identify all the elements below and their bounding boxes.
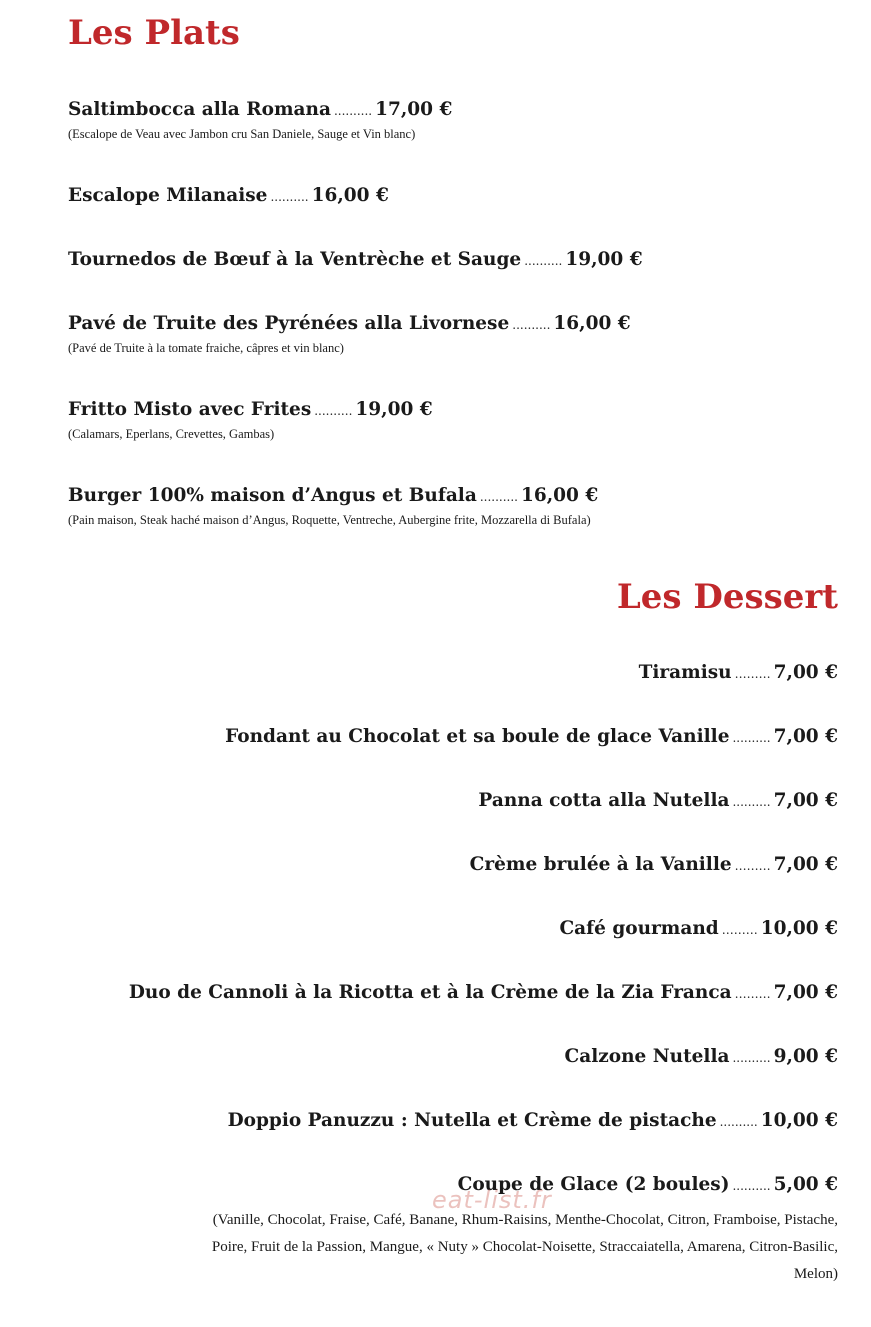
plat-price: 16,00 € bbox=[520, 485, 599, 506]
plat-name: Tournedos de Bœuf à la Ventrèche et Sauge bbox=[68, 249, 522, 270]
dessert-price: 7,00 € bbox=[773, 854, 838, 875]
coupe-flavors-description bbox=[98, 1207, 838, 1288]
plat-name: Escalope Milanaise bbox=[68, 185, 268, 206]
dot-leader: .......... bbox=[732, 1051, 771, 1065]
plat-name: Burger 100% maison d’Angus et Bufala bbox=[68, 485, 477, 506]
dot-leader: ……… bbox=[734, 987, 771, 1001]
dessert-item bbox=[639, 662, 838, 684]
dot-leader: .......... bbox=[333, 104, 373, 118]
dessert-price: 7,00 € bbox=[773, 662, 838, 683]
dot-leader: .......... bbox=[479, 490, 518, 504]
dessert-item bbox=[470, 854, 838, 876]
plat-item bbox=[68, 185, 389, 207]
dessert-price: 10,00 € bbox=[760, 918, 838, 939]
dot-leader: ……… bbox=[734, 667, 771, 681]
dot-leader: .......... bbox=[512, 318, 551, 332]
dessert-name: Calzone Nutella bbox=[564, 1046, 730, 1067]
dessert-price: 10,00 € bbox=[760, 1110, 838, 1131]
dessert-section-title: Les Dessert bbox=[616, 577, 838, 617]
dessert-price: 7,00 € bbox=[773, 790, 838, 811]
plat-price: 16,00 € bbox=[553, 313, 631, 334]
dessert-name: Doppio Panuzzu : Nutella et Crème de pistache bbox=[227, 1110, 717, 1131]
dot-leader: ……… bbox=[721, 923, 758, 937]
plat-price: 19,00 € bbox=[565, 249, 643, 270]
plat-description: (Calamars, Eperlans, Crevettes, Gambas) bbox=[68, 427, 275, 442]
dessert-price: 7,00 € bbox=[773, 726, 838, 747]
dot-leader: .......... bbox=[732, 795, 771, 809]
dot-leader: .......... bbox=[270, 190, 309, 204]
plat-price: 16,00 € bbox=[311, 185, 389, 206]
plat-description: (Pavé de Truite à la tomate fraiche, câpres et vin blanc) bbox=[68, 341, 344, 356]
plat-item bbox=[68, 99, 452, 142]
plat-price: 17,00 € bbox=[375, 99, 453, 120]
dessert-name: Duo de Cannoli à la Ricotta et à la Crème de la Zia Franca bbox=[128, 982, 732, 1003]
dessert-name: Coupe de Glace (2 boules) bbox=[457, 1174, 730, 1195]
flavors-line: Melon) bbox=[793, 1266, 838, 1282]
flavors-line: Poire, Fruit de la Passion, Mangue, « Nuty » Chocolat-Noisette, Straccaiatella, Amarena, Citron-Basilic, bbox=[211, 1239, 838, 1255]
plat-item bbox=[68, 249, 643, 271]
plat-item bbox=[68, 313, 631, 356]
dot-leader: .......... bbox=[314, 404, 353, 418]
dessert-item bbox=[478, 790, 838, 812]
dessert-name: Fondant au Chocolat et sa boule de glace Vanille bbox=[225, 726, 730, 747]
dessert-item bbox=[565, 1046, 839, 1068]
dessert-item bbox=[228, 1110, 838, 1132]
dessert-item bbox=[129, 982, 838, 1004]
flavors-line: (Vanille, Chocolat, Fraise, Café, Banane, Rhum-Raisins, Menthe-Chocolat, Citron, Framboise, Pistache, bbox=[212, 1212, 838, 1228]
dessert-item bbox=[559, 918, 838, 940]
dessert-price: 5,00 € bbox=[773, 1174, 838, 1195]
dessert-name: Panna cotta alla Nutella bbox=[478, 790, 730, 811]
plat-item bbox=[68, 399, 433, 442]
plat-description: (Pain maison, Steak haché maison d’Angus, Roquette, Ventreche, Aubergine frite, Mozzarella di Bufala) bbox=[68, 513, 591, 528]
dessert-price: 9,00 € bbox=[773, 1046, 838, 1067]
dot-leader: .......... bbox=[732, 731, 771, 745]
dessert-price: 7,00 € bbox=[773, 982, 838, 1003]
dot-leader: .......... bbox=[719, 1115, 758, 1129]
watermark: eat-list.fr bbox=[432, 1186, 552, 1214]
dot-leader: .......... bbox=[524, 254, 563, 268]
plat-description: (Escalope de Veau avec Jambon cru San Daniele, Sauge et Vin blanc) bbox=[68, 127, 416, 142]
dessert-name: Crème brulée à la Vanille bbox=[469, 854, 732, 875]
dessert-name: Café gourmand bbox=[559, 918, 719, 939]
dot-leader: ……… bbox=[734, 859, 771, 873]
dessert-name: Tiramisu bbox=[638, 662, 732, 683]
plat-name: Saltimbocca alla Romana bbox=[68, 99, 331, 120]
dessert-item bbox=[225, 726, 838, 748]
plat-item bbox=[68, 485, 598, 528]
plat-name: Pavé de Truite des Pyrénées alla Livornese bbox=[68, 313, 510, 334]
dot-leader: .......... bbox=[732, 1179, 771, 1193]
plats-section-title: Les Plats bbox=[68, 13, 240, 53]
plat-name: Fritto Misto avec Frites bbox=[68, 399, 312, 420]
plat-price: 19,00 € bbox=[355, 399, 433, 420]
